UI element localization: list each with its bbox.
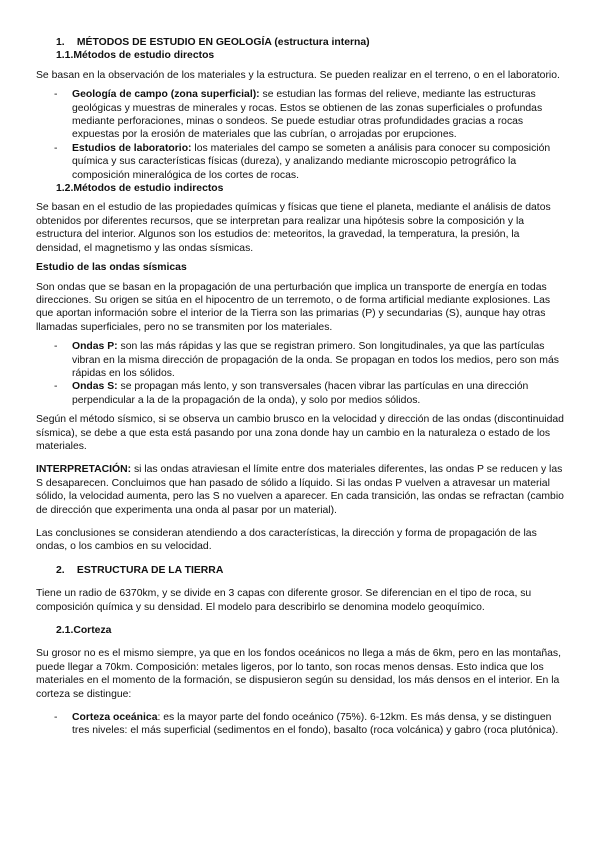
item-text: : es la mayor parte del fondo oceánico (75%). 6-12km. Es más densa, y se distinguen tres niveles: el más superficial (sedimentos en el fondo), basalto (roca volcánica) y gabro (roca plutónica). [72,712,559,737]
direct-methods-list [36,88,566,182]
list-item [36,380,566,407]
item-term: Corteza oceánica [72,712,158,724]
indirect-methods-intro: Se basan en el estudio de las propiedades químicas y físicas que tiene el planeta, mediante el análisis de datos obtenidos por diferentes recursos, que se interpretan para realizar una hipótesis sobre la composición y la estructura del interior. Algunos son los estudios de: meteoritos, la gravedad, la temperatura, la presión, la densidad, el magnetismo y las ondas sísmicas. [36,202,551,254]
crust-paragraph: Su grosor no es el mismo siempre, ya que en los fondos oceánicos no llega a más de 6km, pero en las montañas, puede llegar a 70km. Composición: metales ligeros, por lo tanto, son rocas menos densas. Esto indica que los materiales en el momento de la formación, se dispusieron según su densidad, los más densos en el interior. En la corteza se distingue: [36,648,562,700]
conclusions-paragraph: Las conclusiones se consideran atendiendo a dos características, la dirección y forma de propagación de las ondas, o los cambios en su velocidad. [36,528,537,553]
dash-marker: - [54,712,58,724]
seismic-waves-intro: Son ondas que se basan en la propagación de una perturbación que implica un transporte de energía en todas direcciones. Su origen se sitúa en el hipocentro de un terremoto, o de forma artificial mediante explosiones. Las que aportan información sobre el interior de la Tierra son las primarias (P) y secundarias (S), aunque hay otras llamadas superficiales, pero no se transmiten por los materiales. [36,281,551,333]
list-item [36,711,566,738]
seismic-waves-heading: Estudio de las ondas sísmicas [36,262,187,274]
earth-structure-intro: Tiene un radio de 6370km, y se divide en 3 capas con diferente grosor. Se diferencian en el tipo de roca, su composición química y su densidad. El modelo para describirlo se denomina modelo geoquímico. [36,588,532,613]
subsection-2-1-heading: 2.1.Corteza [56,625,112,637]
item-text: son las más rápidas y las que se registran primero. Son longitudinales, ya que las partículas vibran en la misma dirección de propagación de la onda. Se propagan en todos los medios, pero son más rápidas en los sólidos. [72,341,559,379]
list-item [36,88,566,142]
seismic-method-paragraph: Según el método sísmico, si se observa un cambio brusco en la velocidad y dirección de las ondas (discontinuidad sísmica), se debe a que esta está pasando por una zona donde hay un cambio en la naturaleza o estado de los materiales. [36,414,564,452]
item-term: Geología de campo (zona superficial): [72,89,260,101]
dash-marker: - [54,341,58,353]
direct-methods-intro: Se basan en la observación de los materiales y la estructura. Se pueden realizar en el terreno, o en el laboratorio. [36,69,560,81]
crust-types-list [36,711,566,738]
section-2-heading [56,564,566,577]
dash-marker: - [54,142,58,154]
subsection-1-1-heading: 1.1.Métodos de estudio directos [56,50,215,62]
interpretation-paragraph [36,463,566,517]
wave-types-list [36,340,566,407]
interpretation-term: INTERPRETACIÓN: [36,464,132,476]
item-text: los materiales del campo se someten a análisis para conocer su composición química y sus características físicas (dureza), y analizando mediante microscopio petrográfico la composición mineralógica de los cortes de rocas. [72,142,551,181]
item-term: Ondas P: [72,341,118,353]
section-1-title: MÉTODOS DE ESTUDIO EN GEOLOGÍA (estructura interna) [76,37,370,48]
item-text: se estudian las formas del relieve, mediante las estructuras geológicas y muestras de minerales y rocas. Estos se obtienen de las zonas superficiales o profundas mediante perforaciones, minas o sondeos. Se puede estudiar otras profundidades gracias a rocas expuestas por la erosión de materiales que las cubrían, o arrojadas por erupciones. [72,89,543,141]
section-1-heading [56,36,566,49]
dash-marker: - [54,381,58,393]
interpretation-text: si las ondas atraviesan el límite entre dos materiales diferentes, las ondas P se reducen y las S desaparecen. Concluimos que han pasado de sólido a líquido. Si las ondas P vuelven a atravesar un material sólido, la velocidad aumenta, pero las S no vuelven a aparecer. En cada transición, las ondas se refractan (cambio de dirección que experimenta una onda al pasar por un material). [36,464,564,516]
dash-marker: - [54,89,58,101]
item-term: Estudios de laboratorio: [72,142,192,154]
section-1-number: 1. [56,37,65,48]
subsection-1-2-heading: 1.2.Métodos de estudio indirectos [56,183,224,195]
section-2-title: ESTRUCTURA DE LA TIERRA [76,564,224,576]
list-item [36,142,566,182]
list-item [36,340,566,380]
item-text: se propagan más lento, y son transversales (hacen vibrar las partículas en una dirección perpendicular a la de la propagación de la onda), y solo por medios sólidos. [72,381,529,406]
section-2-number: 2. [56,564,65,576]
item-term: Ondas S: [72,381,118,393]
